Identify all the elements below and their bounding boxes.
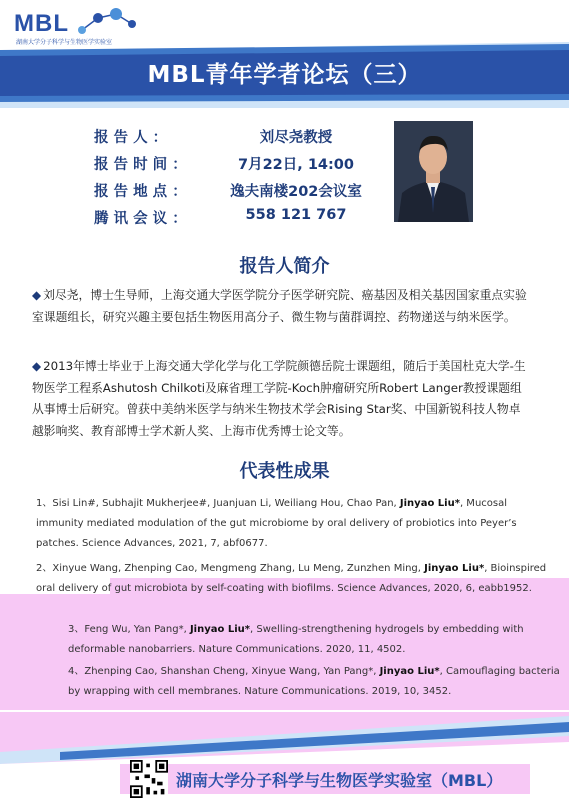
pub-corresponding-author: Jinyao Liu* xyxy=(379,666,440,677)
pub-corresponding-author: Jinyao Liu* xyxy=(399,498,460,509)
pub-authors: 4、Zhenping Cao, Shanshan Cheng, Xinyue Wang, Yan Pang*, xyxy=(68,666,380,677)
pub-corresponding-author: Jinyao Liu* xyxy=(424,563,485,574)
bio-text-2: 2013年博士毕业于上海交通大学化学与化工学院颜德岳院士课题组，随后于美国杜克大学-生物医学工程系Ashutosh Chilkoti及麻省理工学院-Koch肿瘤研究所Robert Langer教授课题组从事博士后研究。曾获中美纳米医学与纳米生物技术学会Rising Star奖、中国新锐科技人物卓越影响奖、教育部博士学术新人奖、上海市优秀博士论文等。 xyxy=(32,359,526,438)
bullet-diamond-icon: ◆ xyxy=(32,288,42,302)
qr-code-icon xyxy=(130,760,168,798)
time-value: 7月22日, 14:00 xyxy=(238,157,354,173)
pubs-heading: 代表性成果 xyxy=(239,461,330,482)
bio-heading: 报告人简介 xyxy=(239,256,330,277)
publication-2 xyxy=(36,559,566,599)
pub-authors: 2、Xinyue Wang, Zhenping Cao, Mengmeng Zhang, Lu Meng, Zunzhen Ming, xyxy=(36,563,425,574)
speaker-label: 报 告 人 ： xyxy=(94,130,168,146)
molecule-icon xyxy=(76,4,146,38)
bio-text-1: 刘尽尧，博士生导师，上海交通大学医学院分子医学研究院、癌基因及相关基因国家重点实验室课题组长，研究兴趣主要包括生物医用高分子、微生物与菌群调控、药物递送与纳米医学。 xyxy=(32,288,527,324)
meeting-label: 腾 讯 会 议 ： xyxy=(94,211,187,227)
pub-details: , Swelling-strengthening hydrogels by embedding with deformable nanobarriers. Nature Communications. 2020, 11, 4502. xyxy=(68,624,524,655)
time-label: 报 告 时 间 ： xyxy=(94,157,187,173)
footer-lab-name: 湖南大学分子科学与生物医学实验室（MBL） xyxy=(176,771,503,790)
speaker-photo xyxy=(394,121,473,222)
speaker-value: 刘尽尧教授 xyxy=(259,130,333,146)
location-label: 报 告 地 点 ： xyxy=(94,184,187,200)
meeting-value: 558 121 767 xyxy=(245,207,347,223)
logo-text: MBL xyxy=(14,10,69,37)
bullet-diamond-icon: ◆ xyxy=(32,359,42,373)
pub-details: , Mucosal immunity mediated modulation of the gut microbiome by oral delivery of probiotics into Peyer’s patches. Science Advances, 2021, 7, abf0677. xyxy=(36,498,517,549)
pub-details: , Camouflaging bacteria by wrapping with cell membranes. Nature Communications. 2019, 10, 3452. xyxy=(68,666,560,697)
publication-4 xyxy=(68,662,562,702)
bio-paragraph-1 xyxy=(32,285,532,328)
location-value: 逸夫南楼202会议室 xyxy=(230,184,362,200)
page-title: MBL青年学者论坛（三） xyxy=(147,62,422,88)
pub-corresponding-author: Jinyao Liu* xyxy=(189,624,250,635)
logo-subtitle: 湖南大学分子科学与生物医学实验室 xyxy=(16,39,113,46)
publication-3 xyxy=(68,620,562,660)
footer-banner xyxy=(0,712,569,764)
pub-details: , Bioinspired oral delivery of gut microbiota by self-coating with biofilms. Science Advances, 2020, 6, eabb1952. xyxy=(36,563,547,594)
pub-authors: 1、Sisi Lin#, Subhajit Mukherjee#, Juanjuan Li, Weiliang Hou, Chao Pan, xyxy=(36,498,400,509)
pub-authors: 3、Feng Wu, Yan Pang*, xyxy=(68,624,190,635)
bio-paragraph-2 xyxy=(32,356,532,442)
publication-1 xyxy=(36,494,532,554)
